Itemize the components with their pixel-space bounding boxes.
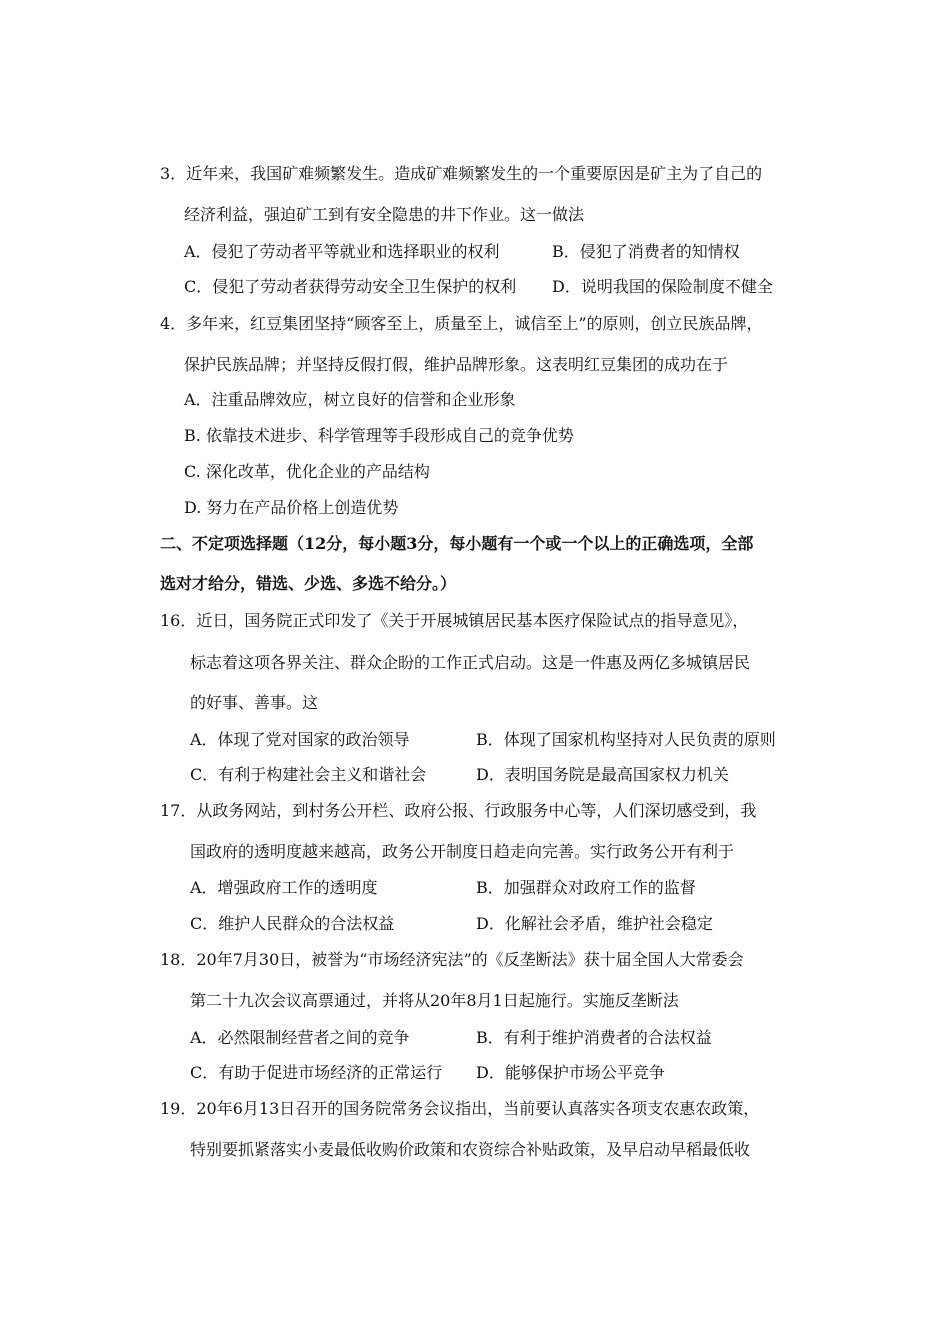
q18-option-d: D．能够保护市场公平竞争 [476,1063,665,1082]
q18-option-c: C．有助于促进市场经济的正常运行 [190,1063,443,1082]
q17-stem-line2: 国政府的透明度越来越高，政务公开制度日趋走向完善。实行政务公开有利于 [190,842,735,861]
q4-option-c: C. 深化改革，优化企业的产品结构 [184,462,430,481]
q4-option-a: A．注重品牌效应，树立良好的信誉和企业形象 [184,390,516,409]
q17-option-b: B．加强群众对政府工作的监督 [476,878,696,897]
q3-stem-line2: 经济利益，强迫矿工到有安全隐患的井下作业。这一做法 [184,205,585,224]
q17-stem-line1: 17．从政务网站，到村务公开栏、政府公报、行政服务中心等，人们深切感受到，我 [160,801,757,820]
q16-option-d: D．表明国务院是最高国家权力机关 [476,765,729,784]
q19-stem-line1: 19．20年6月13日召开的国务院常务会议指出，当前要认真落实各项支农惠农政策， [160,1099,760,1118]
q19-stem-line2: 特别要抓紧落实小麦最低收购价政策和农资综合补贴政策，及早启动早稻最低收 [190,1140,751,1159]
q4-option-d: D. 努力在产品价格上创造优势 [184,498,399,517]
q16-option-c: C．有利于构建社会主义和谐社会 [190,765,427,784]
q4-stem-line2: 保护民族品牌；并坚持反假打假，维护品牌形象。这表明红豆集团的成功在于 [184,355,729,374]
q3-option-b: B．侵犯了消费者的知情权 [552,242,740,261]
q4-option-b: B. 依靠技术进步、科学管理等手段形成自己的竞争优势 [184,426,574,445]
q3-option-c: C．侵犯了劳动者获得劳动安全卫生保护的权利 [184,277,517,296]
q4-stem-line1: 4．多年来，红豆集团坚持“顾客至上，质量至上，诚信至上”的原则，创立民族品牌， [160,314,763,333]
section2-heading-line1: 二、不定项选择题（12分，每小题3分，每小题有一个或一个以上的正确选项，全部 [160,534,754,553]
section2-heading-line2: 选对才给分，错选、少选、多选不给分。） [160,574,457,593]
q18-option-b: B．有利于维护消费者的合法权益 [476,1028,712,1047]
q18-stem-line2: 第二十九次会议高票通过，并将从20年8月1日起施行。实施反垄断法 [190,991,679,1010]
q16-stem-line1: 16．近日，国务院正式印发了《关于开展城镇居民基本医疗保险试点的指导意见》， [160,611,749,630]
q18-stem-line1: 18．20年7月30日，被誉为“市场经济宪法”的《反垄断法》获十届全国人大常委会 [160,950,744,969]
q3-option-a: A．侵犯了劳动者平等就业和选择职业的权利 [184,242,500,261]
q18-option-a: A．必然限制经营者之间的竞争 [190,1028,410,1047]
q17-option-a: A．增强政府工作的透明度 [190,878,378,897]
q16-option-b: B．体现了国家机构坚持对人民负责的原则 [476,730,776,749]
q17-option-d: D．化解社会矛盾，维护社会稳定 [476,914,713,933]
q16-option-a: A．体现了党对国家的政治领导 [190,730,410,749]
q16-stem-line2: 标志着这项各界关注、群众企盼的工作正式启动。这是一件惠及两亿多城镇居民 [190,653,751,672]
q3-option-d: D．说明我国的保险制度不健全 [552,277,773,296]
q16-stem-line3: 的好事、善事。这 [190,693,319,712]
q17-option-c: C．维护人民群众的合法权益 [190,914,395,933]
q3-stem-line1: 3．近年来，我国矿难频繁发生。造成矿难频繁发生的一个重要原因是矿主为了自己的 [160,164,763,183]
